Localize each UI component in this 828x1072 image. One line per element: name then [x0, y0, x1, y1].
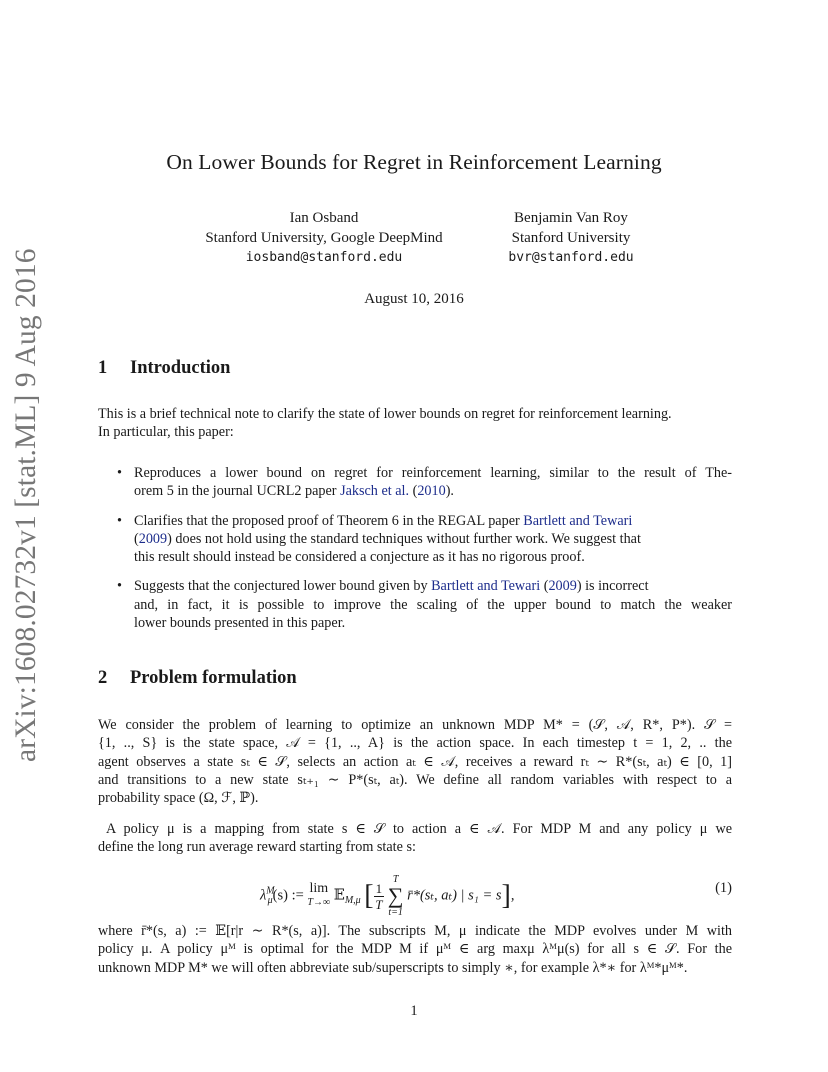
author-affiliation: Stanford University [511, 229, 631, 246]
math-text: (s) := [272, 887, 304, 904]
text-span: orem 5 in the journal UCRL2 paper [134, 483, 341, 500]
section-title: Problem formulation [130, 668, 297, 688]
problem-paragraph-1 [98, 716, 732, 807]
text-span: ) does not hold using the standard techniques without further work. We suggest that [167, 530, 641, 547]
text-line: policy μ. A policy μᴹ is optimal for the MDP M if μᴹ ∈ arg maxμ λᴹμ(s) for all s ∈ 𝒮. For the [98, 941, 732, 958]
author-affiliation: Stanford University, Google DeepMind [205, 229, 443, 246]
author-block-1 [186, 209, 462, 268]
citation-year-link[interactable]: 2009 [138, 530, 168, 547]
citation-link-jaksch[interactable]: Jaksch et al. [340, 483, 410, 500]
text-span: ) is incorrect [576, 578, 649, 595]
text-line: define the long run average reward starting from state s: [98, 839, 416, 856]
math-subscript: μ [267, 895, 273, 907]
sigma-symbol: ∑ [387, 883, 404, 908]
text-span: Suggests that the conjectured lower bound given by [134, 578, 432, 595]
math-symbol: λ [260, 887, 267, 904]
author-name: Benjamin Van Roy [514, 210, 628, 226]
limit-operator [307, 882, 330, 910]
equation-body: $\lambda^M_\mu(s)$ := lim T→∞ 𝔼$_{M,\mu}$ [ $\frac{1}{T}$ T ∑ t=1 r̄*(sₜ, aₜ) | s₁ = s], [260, 874, 515, 918]
equation-1 [98, 862, 732, 918]
fraction [374, 881, 385, 912]
author-email: bvr@stanford.edu [508, 250, 634, 265]
author-block-2 [498, 209, 644, 268]
text-line: {1, .., S} is the state space, 𝒜 = {1, .., A} is the action space. In each timestep t = 1, 2, .. the [98, 735, 732, 752]
text-span: Clarifies that the proposed proof of Theorem 6 in the REGAL paper [134, 512, 524, 529]
list-item [98, 577, 732, 632]
bullet-icon: • [117, 465, 122, 481]
expectation-operator: 𝔼 [333, 887, 345, 904]
summation-operator [388, 874, 404, 918]
text-line [134, 512, 732, 530]
right-bracket: ] [501, 880, 511, 911]
math-text: lim [309, 881, 329, 896]
arxiv-identifier-stamp: arXiv:1608.02732v1 [stat.ML] 9 Aug 2016 [10, 248, 42, 762]
sum-upper-limit: T [392, 874, 399, 885]
text-line: A policy μ is a mapping from state s ∈ 𝒮 to action a ∈ 𝒜. For MDP M and any policy μ we [106, 821, 732, 837]
math-superscript: M [266, 885, 275, 897]
text-span: ). [445, 483, 454, 500]
text-line: unknown MDP M* we will often abbreviate sub/superscripts to simply ∗, for example λ*∗ for λᴹ*μᴹ*. [98, 959, 688, 976]
bullet-icon: • [117, 512, 122, 529]
math-subscript: M,μ [344, 895, 361, 907]
citation-link-bartlett[interactable]: Bartlett and Tewari [431, 578, 541, 595]
text-line: agent observes a state sₜ ∈ 𝒮, selects an action aₜ ∈ 𝒜, receives a reward rₜ ∼ R*(sₜ, aₜ) ∈ [0, 1] [98, 753, 732, 770]
text-line: Reproduces a lower bound on regret for reinforcement learning, similar to the result of The- [134, 465, 732, 481]
fraction-numerator: 1 [375, 880, 383, 896]
problem-paragraph-3 [98, 922, 732, 977]
text-line: We consider the problem of learning to optimize an unknown MDP M* = (𝒮, 𝒜, R*, P*). 𝒮 = [98, 717, 732, 733]
text-line: lower bounds presented in this paper. [134, 615, 346, 632]
list-item [98, 512, 732, 567]
problem-paragraph-2 [98, 820, 732, 857]
text-line: This is a brief technical note to clarify the state of lower bounds on regret for reinforcement learning. [98, 406, 672, 422]
section-number: 2 [98, 668, 108, 688]
section-number: 1 [98, 358, 108, 378]
text-line: where r̄*(s, a) := 𝔼[r|r ∼ R*(s, a)]. The subscripts M, μ indicate the MDP evolves under M with [98, 923, 732, 939]
citation-link-bartlett[interactable]: Bartlett and Tewari [523, 512, 633, 529]
paper-title: On Lower Bounds for Regret in Reinforcement Learning [166, 150, 662, 174]
page-number: 1 [410, 1003, 418, 1019]
text-line: orem 5 in the journal UCRL2 paper Jaksch et al. (2010). [134, 483, 454, 500]
section-title: Introduction [130, 358, 231, 378]
citation-year-link[interactable]: 2010 [417, 483, 446, 500]
text-line: and, in fact, it is possible to improve the scaling of the upper bound to match the weaker [134, 596, 732, 613]
text-line: and transitions to a new state sₜ₊₁ ∼ P*(sₜ, aₜ). We define all random variables with respect to a [98, 771, 732, 788]
contribution-list [98, 464, 732, 632]
equation-number: (1) [715, 880, 732, 896]
sum-lower-limit: t=1 [388, 907, 403, 918]
text-line: In particular, this paper: [98, 424, 234, 441]
author-name: Ian Osband [289, 210, 359, 226]
citation-year-link[interactable]: 2009 [548, 578, 577, 595]
section-heading-problem-formulation [98, 668, 297, 689]
list-item [98, 464, 732, 501]
intro-paragraph [98, 405, 732, 442]
section-heading-introduction [98, 358, 230, 379]
math-subscript: T→∞ [307, 897, 331, 908]
bullet-icon: • [117, 578, 122, 595]
text-line: (2009) does not hold using the standard techniques without further work. We suggest that [134, 530, 641, 547]
author-email: iosband@stanford.edu [245, 250, 403, 265]
text-line: Suggests that the conjectured lower bound given by Bartlett and Tewari (2009) is incorrect [134, 578, 649, 595]
text-line: this result should instead be considered a conjecture as it has no rigorous proof. [134, 549, 585, 566]
paper-date: August 10, 2016 [364, 291, 464, 307]
left-bracket: [ [364, 880, 374, 911]
fraction-denominator: T [375, 896, 383, 912]
text-line: probability space (Ω, ℱ, ℙ). [98, 790, 259, 807]
math-text: r̄*(sₜ, aₜ) | s₁ = s [407, 887, 502, 904]
